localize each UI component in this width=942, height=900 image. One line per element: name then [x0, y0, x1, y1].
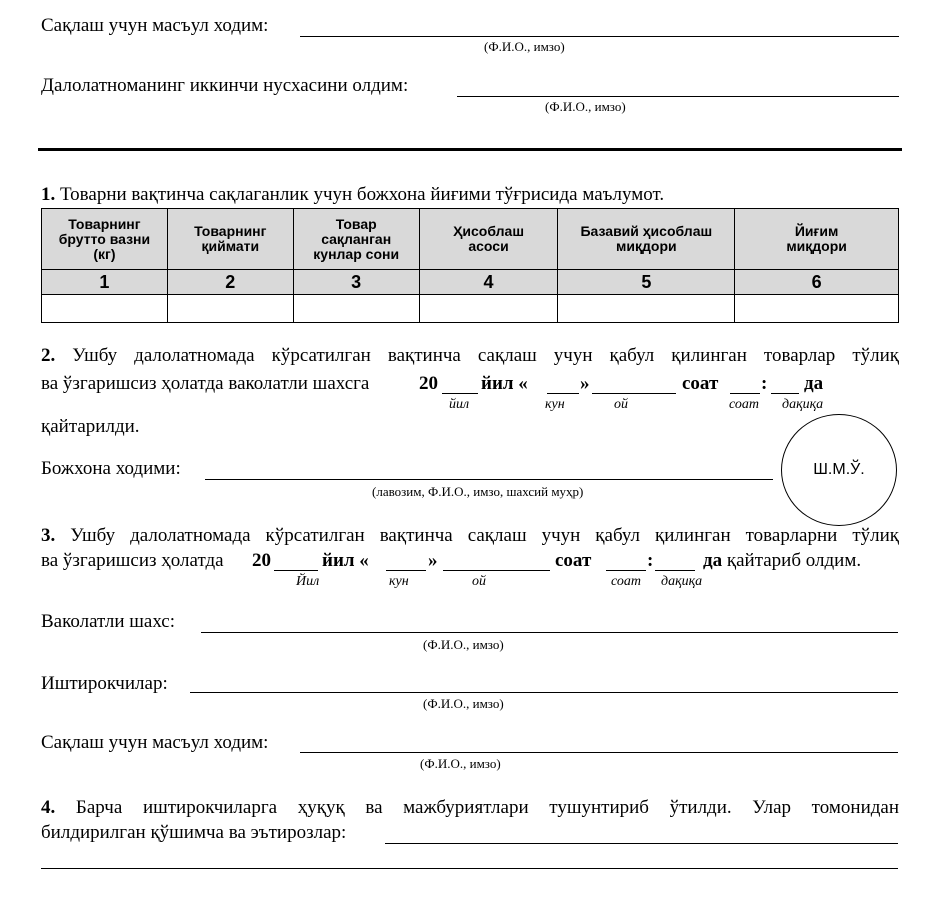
- section-2-minute-field[interactable]: [771, 393, 799, 394]
- section-1-heading: [41, 184, 664, 206]
- section-3-hour-field[interactable]: [606, 570, 646, 571]
- customs-officer-label: Божхона ходими:: [41, 458, 181, 479]
- storage-officer-2-label: Сақлаш учун масъул ходим:: [41, 732, 269, 753]
- section-3-text: Ушбу далолатномада кўрсатилган вақтинча сақлаш учун қабул қилинган товарларни тўлиқ: [70, 525, 899, 546]
- authorized-person-hint: (Ф.И.О., имзо): [423, 637, 504, 652]
- column-number: 6: [735, 270, 899, 295]
- section-1-number: 1.: [41, 184, 56, 205]
- column-number: 4: [419, 270, 558, 295]
- section-2-hint-month: ой: [614, 397, 628, 412]
- section-2-year-word: йил «: [481, 373, 528, 394]
- cell-gross-weight[interactable]: [42, 295, 168, 323]
- storage-officer-2-signature-line[interactable]: [300, 752, 898, 753]
- section-2-close-quote: »: [580, 373, 590, 394]
- authorized-person-signature-line[interactable]: [201, 632, 898, 633]
- section-4-line-1: [41, 797, 899, 819]
- storage-officer-2-hint: (Ф.И.О., имзо): [420, 756, 501, 771]
- personal-seal-circle: [781, 414, 897, 526]
- cell-fee-amount[interactable]: [735, 295, 899, 323]
- storage-officer-label: Сақлаш учун масъул ходим:: [41, 15, 269, 36]
- section-3-hint-month: ой: [472, 574, 486, 589]
- section-2-da: да: [804, 373, 824, 394]
- table-header-row: [42, 209, 899, 270]
- section-2-text: Ушбу далолатномада кўрсатилган вақтинча сақлаш учун қабул қилинган товарлар тўлиқ: [72, 345, 900, 366]
- section-3-hint-day: кун: [389, 574, 409, 589]
- section-4-number: 4.: [41, 797, 56, 818]
- section-2-colon: :: [761, 373, 768, 394]
- storage-officer-hint: (Ф.И.О., имзо): [484, 39, 565, 54]
- second-copy-signature-line[interactable]: [457, 96, 899, 97]
- section-1-title: Товарни вақтинча сақлаганлик учун божхона йиғими тўғрисида маълумот.: [60, 184, 665, 205]
- section-3-hint-minute: дақиқа: [661, 574, 703, 589]
- participants-signature-line[interactable]: [190, 692, 898, 693]
- section-2-month-field[interactable]: [592, 393, 676, 394]
- table-data-row: [42, 295, 899, 323]
- section-4-text: Барча иштирокчиларга ҳуқуқ ва мажбуриятлари тушунтириб ўтилди. Улар томонидан: [75, 797, 900, 818]
- column-number: 2: [167, 270, 293, 295]
- section-2-hint-minute: дақиқа: [782, 397, 824, 412]
- section-2-hour-field[interactable]: [730, 393, 760, 394]
- section-2-number: 2.: [41, 345, 56, 366]
- column-number: 3: [293, 270, 419, 295]
- objections-line-1[interactable]: [385, 843, 898, 844]
- storage-fee-table: [41, 208, 899, 323]
- section-3-day-field[interactable]: [386, 570, 426, 571]
- cell-goods-value[interactable]: [167, 295, 293, 323]
- column-number: 5: [558, 270, 735, 295]
- header-goods-value: Товарнинг қиймати: [167, 209, 293, 270]
- section-2-day-field[interactable]: [547, 393, 579, 394]
- section-divider: [38, 148, 902, 151]
- participants-hint: (Ф.И.О., имзо): [423, 696, 504, 711]
- cell-calculation-basis[interactable]: [419, 295, 558, 323]
- customs-officer-signature-line[interactable]: [205, 479, 773, 480]
- section-3-colon: :: [647, 550, 654, 571]
- section-2-line-1: [41, 345, 899, 367]
- section-3-year-prefix: 20: [252, 550, 271, 571]
- section-3-year-field[interactable]: [274, 570, 318, 571]
- participants-label: Иштирокчилар:: [41, 673, 168, 694]
- objections-line-2[interactable]: [41, 868, 898, 869]
- header-base-amount: Базавий ҳисоблаш миқдори: [558, 209, 735, 270]
- section-3-minute-field[interactable]: [655, 570, 695, 571]
- section-2-line-3: қайтарилди.: [41, 416, 140, 437]
- section-3-year-word: йил «: [322, 550, 369, 571]
- cell-storage-days[interactable]: [293, 295, 419, 323]
- section-3-hint-year: Йил: [296, 574, 320, 589]
- section-3-line-2-start: ва ўзгаришсиз ҳолатда: [41, 550, 224, 571]
- authorized-person-label: Ваколатли шахс:: [41, 611, 176, 632]
- column-number: 1: [42, 270, 168, 295]
- second-copy-label: Далолатноманинг иккинчи нусхасини олдим:: [41, 75, 409, 96]
- section-3-hour-word: соат: [555, 550, 592, 571]
- section-3-line-1: [41, 525, 899, 547]
- section-3-hint-hour: соат: [611, 574, 641, 589]
- header-gross-weight: Товарнинг брутто вазни (кг): [42, 209, 168, 270]
- header-fee-amount: Йиғим миқдори: [735, 209, 899, 270]
- section-2-hint-hour: соат: [729, 397, 759, 412]
- seal-placeholder-text: Ш.М.Ў.: [813, 461, 865, 478]
- section-3-month-field[interactable]: [443, 570, 550, 571]
- section-3-tail: [703, 550, 861, 572]
- section-2-hint-year: йил: [449, 397, 470, 412]
- header-calculation-basis: Ҳисоблаш асоси: [419, 209, 558, 270]
- section-2-year-prefix: 20: [419, 373, 438, 394]
- section-4-line-2: билдирилган қўшимча ва эътирозлар:: [41, 822, 347, 843]
- section-3-tail-text: қайтариб олдим.: [726, 550, 862, 571]
- customs-officer-hint: (лавозим, Ф.И.О., имзо, шахсий муҳр): [372, 484, 584, 499]
- section-3-da: да: [703, 550, 723, 571]
- section-2-line-2-start: ва ўзгаришсиз ҳолатда ваколатли шахсга: [41, 373, 370, 394]
- cell-base-amount[interactable]: [558, 295, 735, 323]
- header-storage-days: Товар сақланган кунлар сони: [293, 209, 419, 270]
- section-2-year-field[interactable]: [442, 393, 478, 394]
- section-3-number: 3.: [41, 525, 56, 546]
- section-2-hour-word: соат: [682, 373, 719, 394]
- section-2-hint-day: кун: [545, 397, 565, 412]
- second-copy-hint: (Ф.И.О., имзо): [545, 99, 626, 114]
- storage-officer-signature-line[interactable]: [300, 36, 899, 37]
- section-3-close-quote: »: [428, 550, 438, 571]
- table-number-row: [42, 270, 899, 295]
